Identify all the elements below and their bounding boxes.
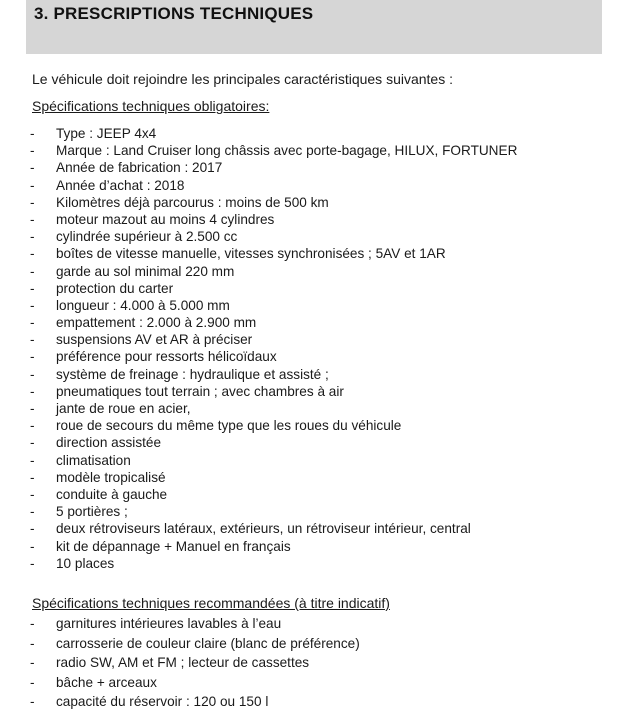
mandatory-specs-heading: Spécifications techniques obligatoires:	[32, 98, 270, 114]
bullet-dash: -	[30, 177, 35, 193]
list-item-text: protection du carter	[56, 280, 174, 296]
bullet-dash: -	[30, 538, 35, 554]
bullet-dash: -	[30, 469, 35, 485]
bullet-dash: -	[30, 435, 35, 451]
list-item-text: kit de dépannage + Manuel en français	[56, 538, 291, 554]
list-item-text: conduite à gauche	[56, 486, 168, 502]
list-item-text: longueur : 4.000 à 5.000 mm	[56, 297, 230, 313]
list-item-text: radio SW, AM et FM ; lecteur de cassettes	[56, 655, 310, 670]
bullet-dash: -	[30, 418, 35, 434]
bullet-dash: -	[30, 263, 35, 279]
bullet-dash: -	[30, 280, 35, 296]
list-item-text: 10 places	[56, 555, 115, 571]
list-item-text: garnitures intérieures lavables à l’eau	[56, 616, 282, 631]
bullet-dash: -	[30, 521, 35, 537]
bullet-dash: -	[30, 349, 35, 365]
list-item-text: Type : JEEP 4x4	[56, 126, 157, 141]
list-item-text: empattement : 2.000 à 2.900 mm	[56, 315, 257, 331]
bullet-dash: -	[30, 194, 35, 210]
bullet-dash: -	[30, 616, 35, 631]
list-item-text: Marque : Land Cruiser long châssis avec porte-bagage, HILUX, FORTUNER	[56, 143, 518, 159]
intro-text: Le véhicule doit rejoindre les principales caractéristiques suivantes :	[32, 71, 453, 87]
list-item-text: jante de roue en acier,	[56, 401, 191, 416]
list-item-text: capacité du réservoir : 120 ou 150 l	[56, 694, 269, 709]
bullet-dash: -	[30, 452, 35, 468]
bullet-dash: -	[30, 143, 35, 159]
recommended-specs-heading: Spécifications techniques recommandées (à titre indicatif)	[32, 595, 390, 611]
list-item-text: modèle tropicalisé	[56, 469, 166, 485]
list-item-text: boîtes de vitesse manuelle, vitesses synchronisées ; 5AV et 1AR	[56, 246, 446, 262]
bullet-dash: -	[30, 694, 35, 709]
list-item-text: préférence pour ressorts hélicoïdaux	[56, 349, 277, 365]
bullet-dash: -	[30, 229, 35, 245]
list-item-text: climatisation	[56, 452, 131, 468]
list-item-text: garde au sol minimal 220 mm	[56, 263, 235, 279]
bullet-dash: -	[30, 332, 35, 348]
bullet-dash: -	[30, 401, 35, 416]
list-item-text: roue de secours du même type que les roues du véhicule	[56, 418, 402, 434]
list-item-text: deux rétroviseurs latéraux, extérieurs, un rétroviseur intérieur, central	[56, 521, 471, 537]
bullet-dash: -	[30, 126, 35, 141]
list-item-text: Année d’achat : 2018	[56, 177, 185, 193]
list-item-text: pneumatiques tout terrain ; avec chambres à air	[56, 383, 344, 399]
bullet-dash: -	[30, 635, 35, 651]
list-item-text: moteur mazout au moins 4 cylindres	[56, 211, 275, 227]
bullet-dash: -	[30, 555, 35, 571]
list-item-text: Année de fabrication : 2017	[56, 160, 223, 176]
bullet-dash: -	[30, 211, 35, 227]
bullet-dash: -	[30, 315, 35, 331]
bullet-dash: -	[30, 366, 35, 382]
bullet-dash: -	[30, 655, 35, 670]
list-item-text: direction assistée	[56, 435, 162, 451]
bullet-dash: -	[30, 383, 35, 399]
bullet-dash: -	[30, 246, 35, 262]
list-item-text: 5 portières ;	[56, 504, 128, 520]
list-item-text: Kilomètres déjà parcourus : moins de 500 km	[56, 194, 329, 210]
list-item-text: carrosserie de couleur claire (blanc de préférence)	[56, 635, 360, 651]
bullet-dash: -	[30, 504, 35, 520]
section-title: 3. PRESCRIPTIONS TECHNIQUES	[34, 4, 314, 23]
bullet-dash: -	[30, 160, 35, 176]
list-item-text: bâche + arceaux	[56, 674, 157, 690]
list-item-text: cylindrée supérieur à 2.500 cc	[56, 229, 238, 245]
bullet-dash: -	[30, 297, 35, 313]
list-item-text: suspensions AV et AR à préciser	[56, 332, 253, 348]
bullet-dash: -	[30, 486, 35, 502]
bullet-dash: -	[30, 674, 35, 690]
list-item-text: système de freinage : hydraulique et assisté ;	[56, 366, 329, 382]
